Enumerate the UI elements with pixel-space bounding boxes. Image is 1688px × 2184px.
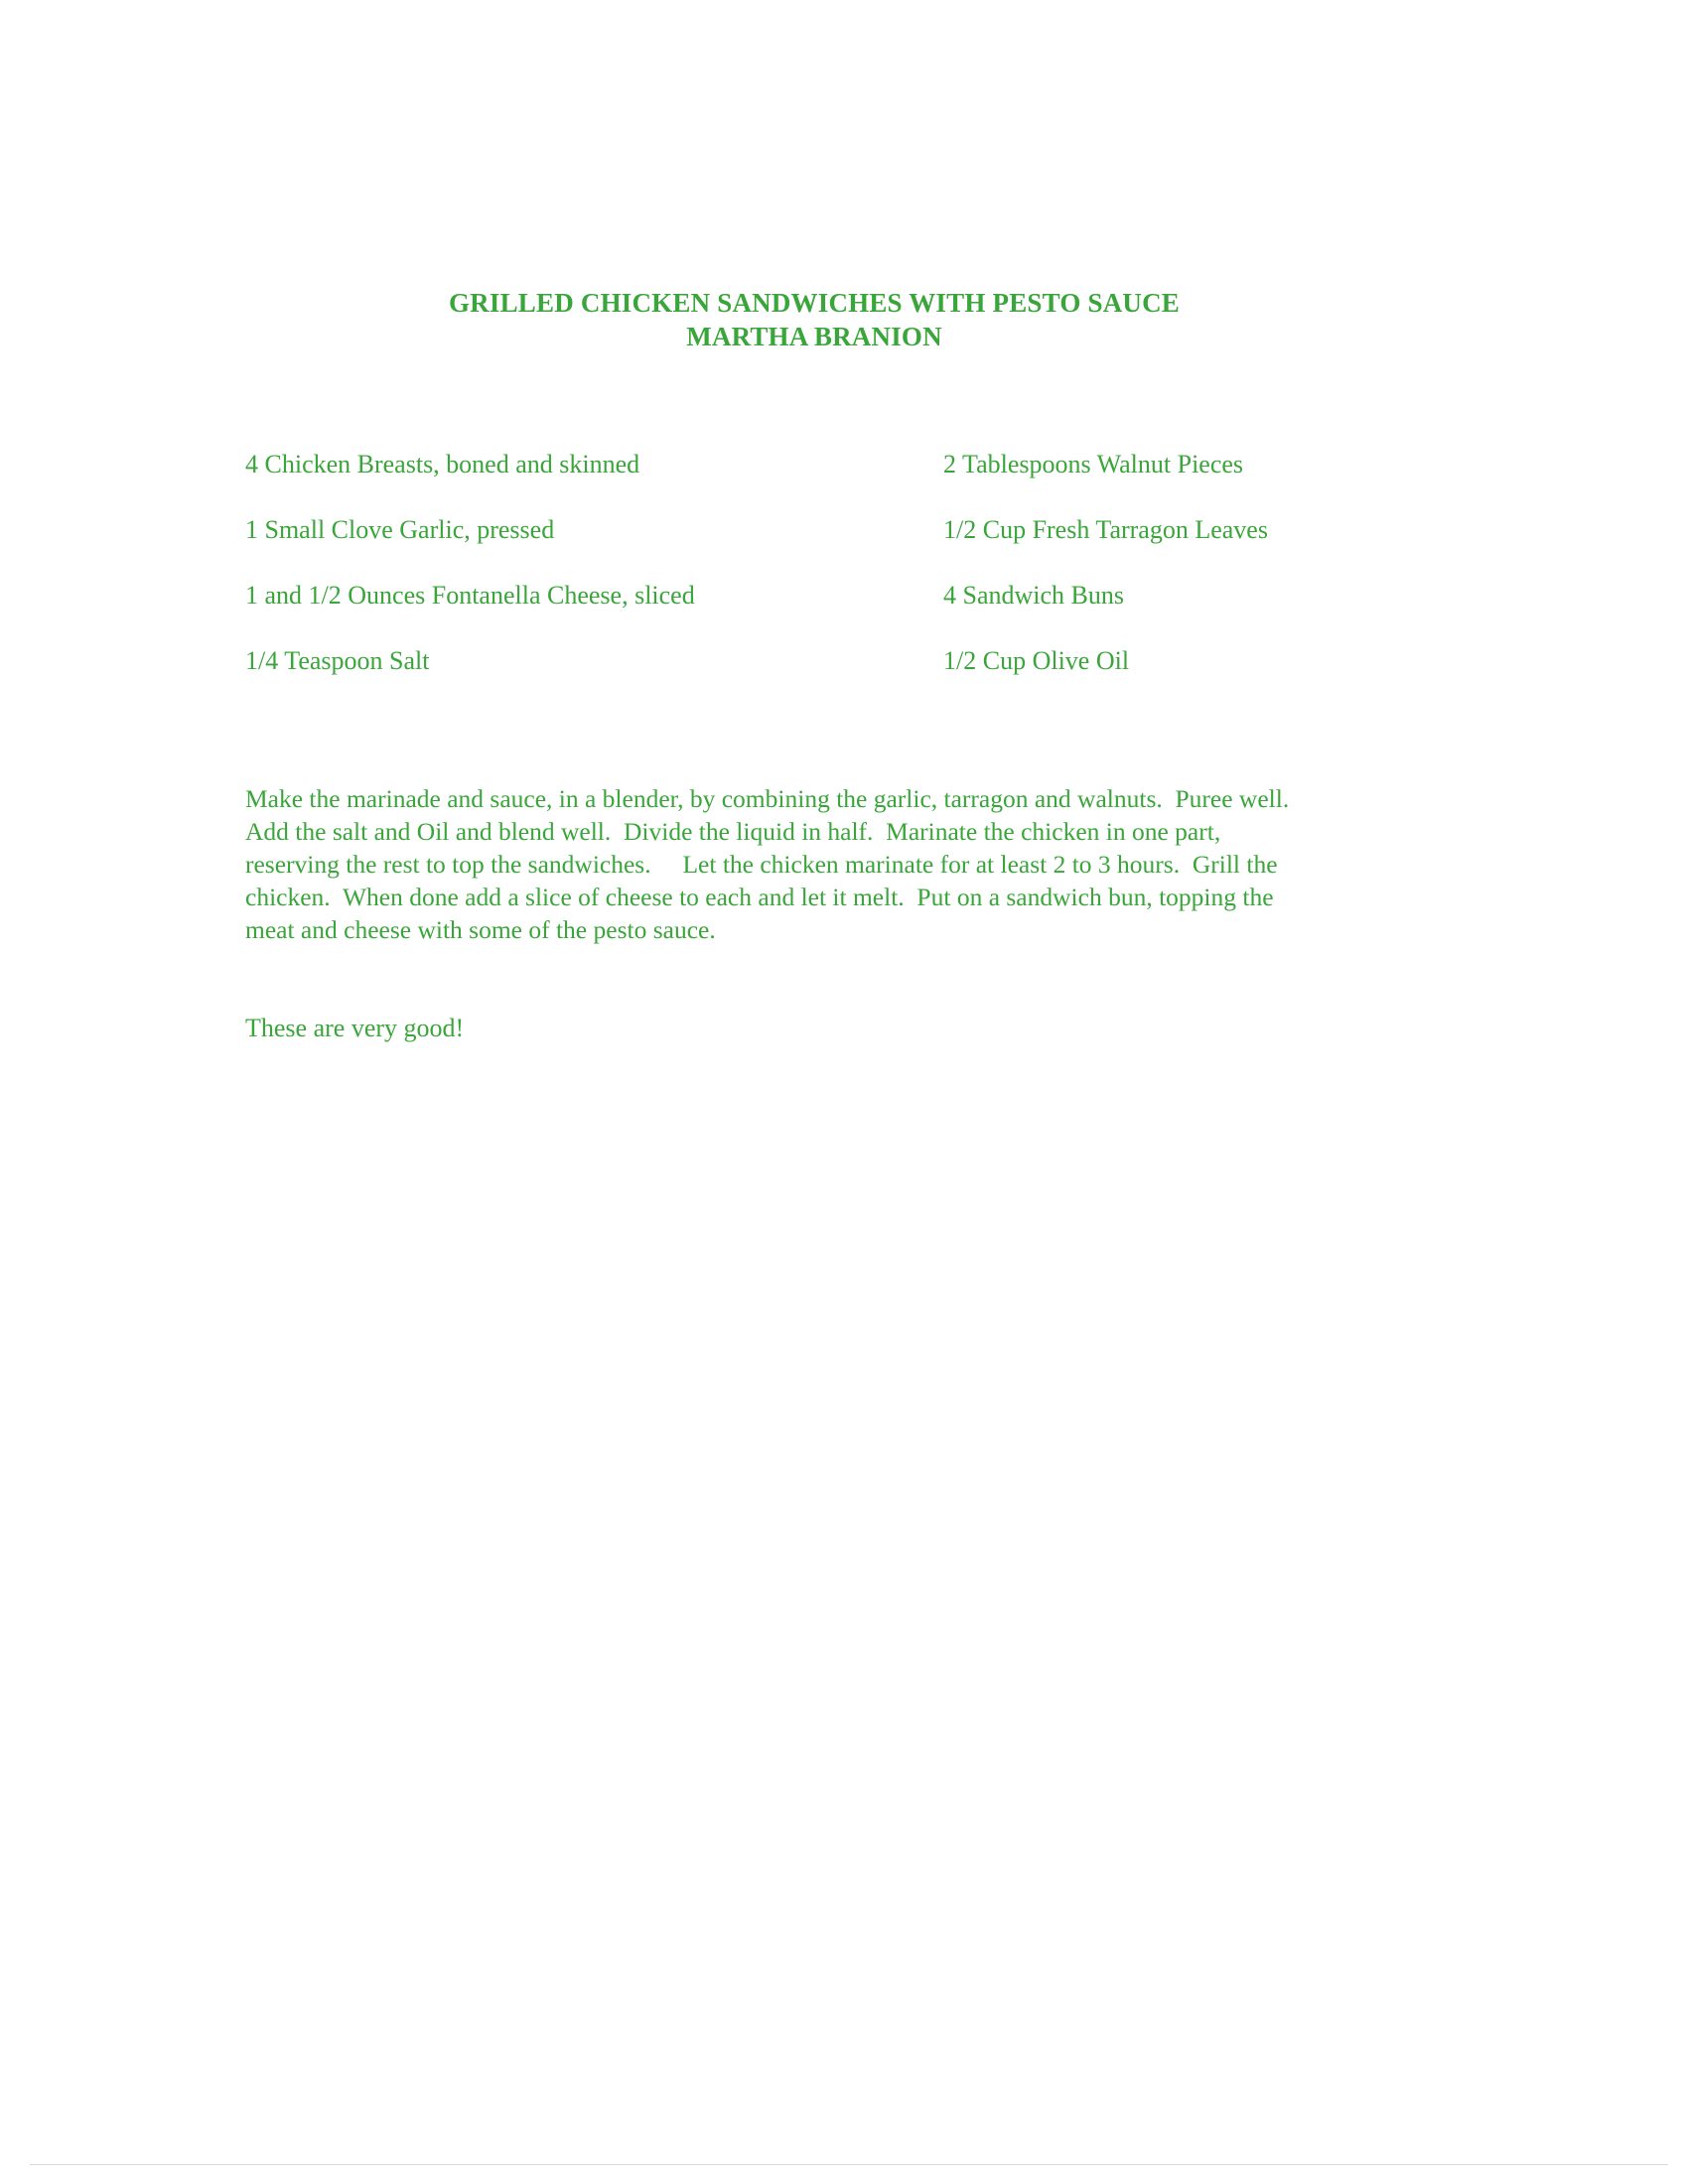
ingredient-item: 1 Small Clove Garlic, pressed [245, 515, 555, 544]
ingredient-item: 1/2 Cup Fresh Tarragon Leaves [943, 515, 1268, 544]
recipe-author: MARTHA BRANION [686, 322, 942, 351]
ingredient-item: 1/4 Teaspoon Salt [245, 646, 430, 675]
instruction-line: Add the salt and Oil and blend well. Divide the liquid in half. Marinate the chicken in one part, [245, 817, 1221, 846]
ingredients-left-column [245, 450, 695, 712]
instruction-line: reserving the rest to top the sandwiches. Let the chicken marinate for at least 2 to 3 hours. Grill the [245, 850, 1278, 879]
recipe-title: GRILLED CHICKEN SANDWICHES WITH PESTO SAUCE [448, 288, 1181, 318]
scan-edge-line [30, 2164, 1668, 2165]
ingredients-right-column [943, 450, 1268, 712]
ingredient-item: 4 Sandwich Buns [943, 581, 1124, 610]
ingredient-item: 1/2 Cup Olive Oil [943, 646, 1130, 675]
instructions-paragraph [245, 782, 1427, 946]
instruction-line: chicken. When done add a slice of cheese to each and let it melt. Put on a sandwich bun, topping the [245, 883, 1274, 911]
instruction-line: Make the marinade and sauce, in a blender, by combining the garlic, tarragon and walnuts. Puree well. [245, 784, 1290, 813]
ingredient-item: 2 Tablespoons Walnut Pieces [943, 450, 1244, 478]
closing-note: These are very good! [245, 1014, 465, 1042]
ingredient-item: 4 Chicken Breasts, boned and skinned [245, 450, 640, 478]
ingredient-item: 1 and 1/2 Ounces Fontanella Cheese, sliced [245, 581, 695, 610]
title-block [0, 286, 1628, 353]
instruction-line: meat and cheese with some of the pesto sauce. [245, 915, 716, 944]
